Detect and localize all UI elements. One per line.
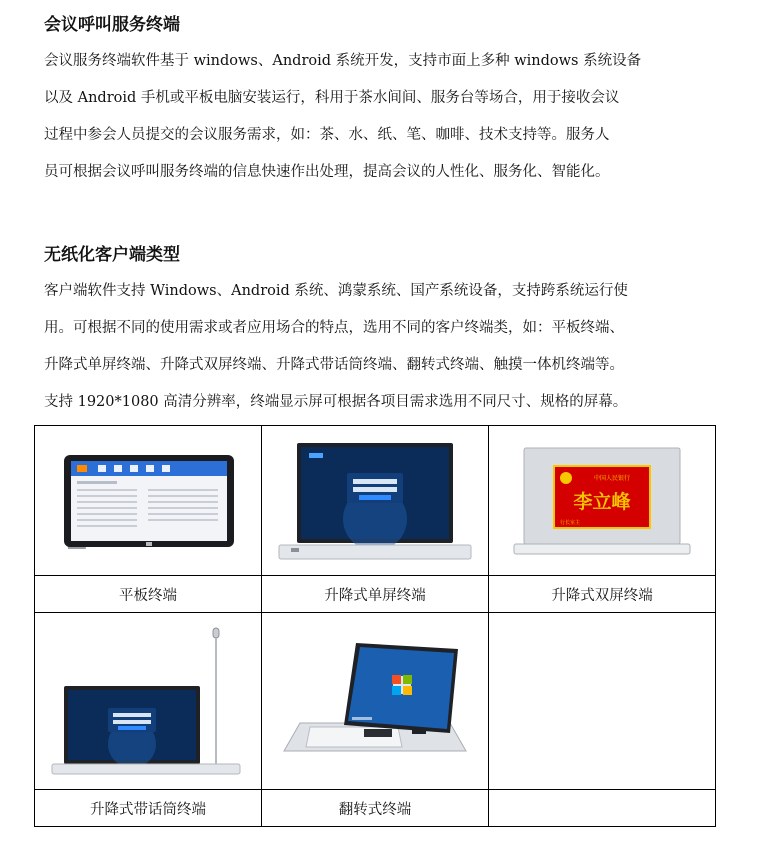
flip-image-cell — [262, 613, 489, 790]
call-terminal-paragraph — [44, 43, 734, 191]
lift-mic-device-image — [48, 626, 248, 776]
tablet-device-image — [58, 451, 238, 551]
paragraph-line: 支持 1920*1080 高清分辨率，终端显示屏可根据各项目需求选用不同尺寸、规格的屏幕。 — [44, 394, 628, 410]
paragraph-line: 会议服务终端软件基于 windows、Android 系统开发，支持市面上多种 windows 系统设备 — [44, 53, 642, 69]
lift-double-caption: 升降式双屏终端 — [489, 576, 716, 613]
nameplate-name: 李立峰 — [573, 490, 631, 513]
paragraph-line: 过程中参会人员提交的会议服务需求，如：茶、水、纸、笔、咖啡、技术支持等。服务人 — [44, 127, 610, 143]
section-title-client-types: 无纸化客户端类型 — [44, 245, 180, 265]
client-types-paragraph — [44, 273, 734, 421]
empty-caption-cell — [489, 790, 716, 827]
lift-double-image-cell — [489, 426, 716, 576]
nameplate-header: 中国人民银行 — [593, 474, 631, 482]
section-title-call-terminal: 会议呼叫服务终端 — [44, 15, 180, 35]
paragraph-line: 用。可根据不同的使用需求或者应用场合的特点，选用不同的客户终端类，如：平板终端、 — [44, 320, 624, 336]
paragraph-line: 客户端软件支持 Windows、Android 系统、鸿蒙系统、国产系统设备，支持跨系统运行使 — [44, 283, 628, 299]
paragraph-line: 升降式单屏终端、升降式双屏终端、升降式带话筒终端、翻转式终端、触摸一体机终端等。 — [44, 357, 624, 373]
tablet-image-cell — [35, 426, 262, 576]
lift-mic-image-cell — [35, 613, 262, 790]
nameplate-footer: 行长室主 — [559, 519, 581, 526]
flip-caption: 翻转式终端 — [262, 790, 489, 827]
paragraph-line: 员可根据会议呼叫服务终端的信息快速作出处理，提高会议的人性化、服务化、智能化。 — [44, 164, 610, 180]
lift-single-device-image — [275, 441, 475, 561]
lift-single-caption: 升降式单屏终端 — [262, 576, 489, 613]
empty-image-cell — [489, 613, 716, 790]
lift-mic-caption: 升降式带话筒终端 — [35, 790, 262, 827]
tablet-caption: 平板终端 — [35, 576, 262, 613]
lift-double-device-image — [512, 446, 692, 556]
flip-device-image — [280, 641, 470, 761]
terminal-types-table — [34, 425, 716, 827]
paragraph-line: 以及 Android 手机或平板电脑安装运行，科用于茶水间间、服务台等场合，用于接收会议 — [44, 90, 620, 106]
lift-single-image-cell — [262, 426, 489, 576]
